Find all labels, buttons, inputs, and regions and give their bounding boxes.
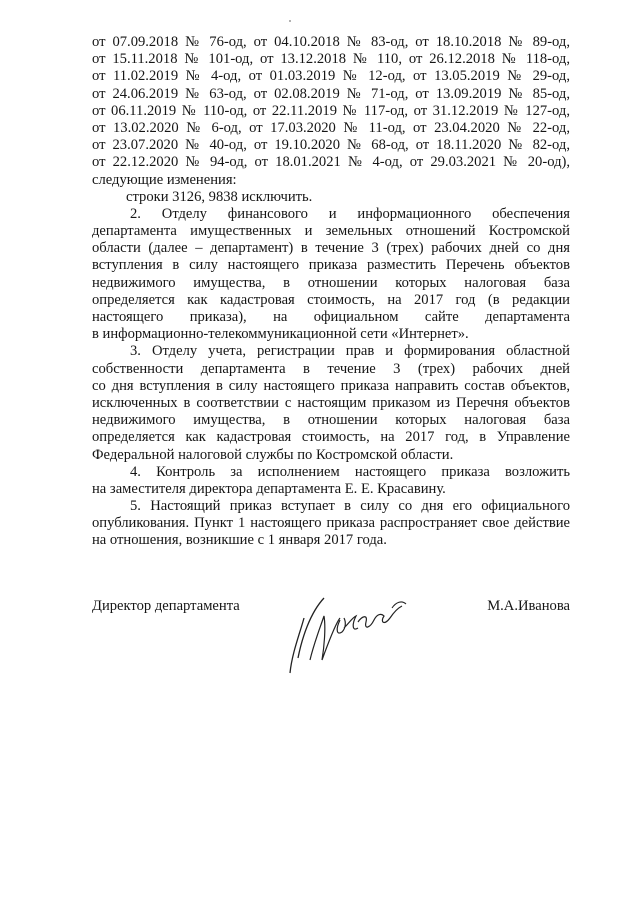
text-line: в информационно-телекоммуникационной сети «Интернет». <box>92 326 469 343</box>
text-line: определяется как кадастровая стоимость, на 2017 год, в Управление <box>92 429 570 446</box>
text-line: Федеральной налоговой службы по Костромской области. <box>92 446 454 463</box>
text-line: 4. Контроль за исполнением настоящего приказа возложить <box>130 463 570 480</box>
text-line: 2. Отделу финансового и информационного обеспечения <box>130 205 570 222</box>
text-line: недвижимого имущества, в отношении которых налоговая база <box>92 412 570 429</box>
text-line: от 06.11.2019 № 110-од, от 22.11.2019 № 117-од, от 31.12.2019 № 127-од, <box>92 102 570 119</box>
text-line: от 24.06.2019 № 63-од, от 02.08.2019 № 71-од, от 13.09.2019 № 85-од, <box>92 85 570 102</box>
handwritten-signature <box>280 588 420 678</box>
text-line: опубликования. Пункт 1 настоящего приказа распространяет свое действие <box>92 515 570 532</box>
text-line: на отношения, возникшие с 1 января 2017 года. <box>92 532 387 549</box>
text-line: от 22.12.2020 № 94-од, от 18.01.2021 № 4-од, от 29.03.2021 № 20-од), <box>92 154 570 171</box>
document-body <box>92 34 570 550</box>
text-line: исключенных в соответствии с настоящим приказом из Перечня объектов <box>92 394 570 411</box>
text-line: от 15.11.2018 № 101-од, от 13.12.2018 № 110, от 26.12.2018 № 118-од, <box>92 51 570 68</box>
text-line: настоящего приказа), на официальном сайте департамента <box>92 309 570 325</box>
text-line: недвижимого имущества, в отношении которых налоговая база <box>92 274 570 291</box>
text-line: от 07.09.2018 № 76-од, от 04.10.2018 № 83-од, от 18.10.2018 № 89-од, <box>92 34 570 50</box>
signature-block <box>92 598 570 678</box>
text-line: департамента имущественных и земельных отношений Костромской <box>92 223 570 240</box>
text-line: 3. Отделу учета, регистрации прав и формирования областной <box>130 343 570 360</box>
text-line: вступления в силу настоящего приказа разместить Перечень объектов <box>92 257 570 274</box>
text-line: от 11.02.2019 № 4-од, от 01.03.2019 № 12-од, от 13.05.2019 № 29-од, <box>92 68 570 85</box>
text-line: строки 3126, 9838 исключить. <box>126 188 313 205</box>
text-line: от 13.02.2020 № 6-од, от 17.03.2020 № 11-од, от 23.04.2020 № 22-од, <box>92 119 570 136</box>
text-line: собственности департамента в течение 3 (трех) рабочих дней <box>92 360 570 377</box>
text-line: от 23.07.2020 № 40-од, от 19.10.2020 № 68-од, от 18.11.2020 № 82-од, <box>92 137 570 154</box>
text-line: со дня вступления в силу настоящего приказа направить состав объектов, <box>92 377 570 394</box>
text-line: определяется как кадастровая стоимость, на 2017 год (в редакции <box>92 291 570 308</box>
text-line: следующие изменения: <box>92 171 237 188</box>
scan-speck <box>289 20 291 22</box>
text-line: 5. Настоящий приказ вступает в силу со дня его официального <box>130 498 570 515</box>
text-line: области (далее – департамент) в течение 3 (трех) рабочих дней со дня <box>92 240 570 257</box>
text-line: на заместителя директора департамента Е. Е. Красавину. <box>92 480 446 497</box>
signatory-name: М.А.Иванова <box>487 598 570 614</box>
signatory-title: Директор департамента <box>92 598 240 614</box>
